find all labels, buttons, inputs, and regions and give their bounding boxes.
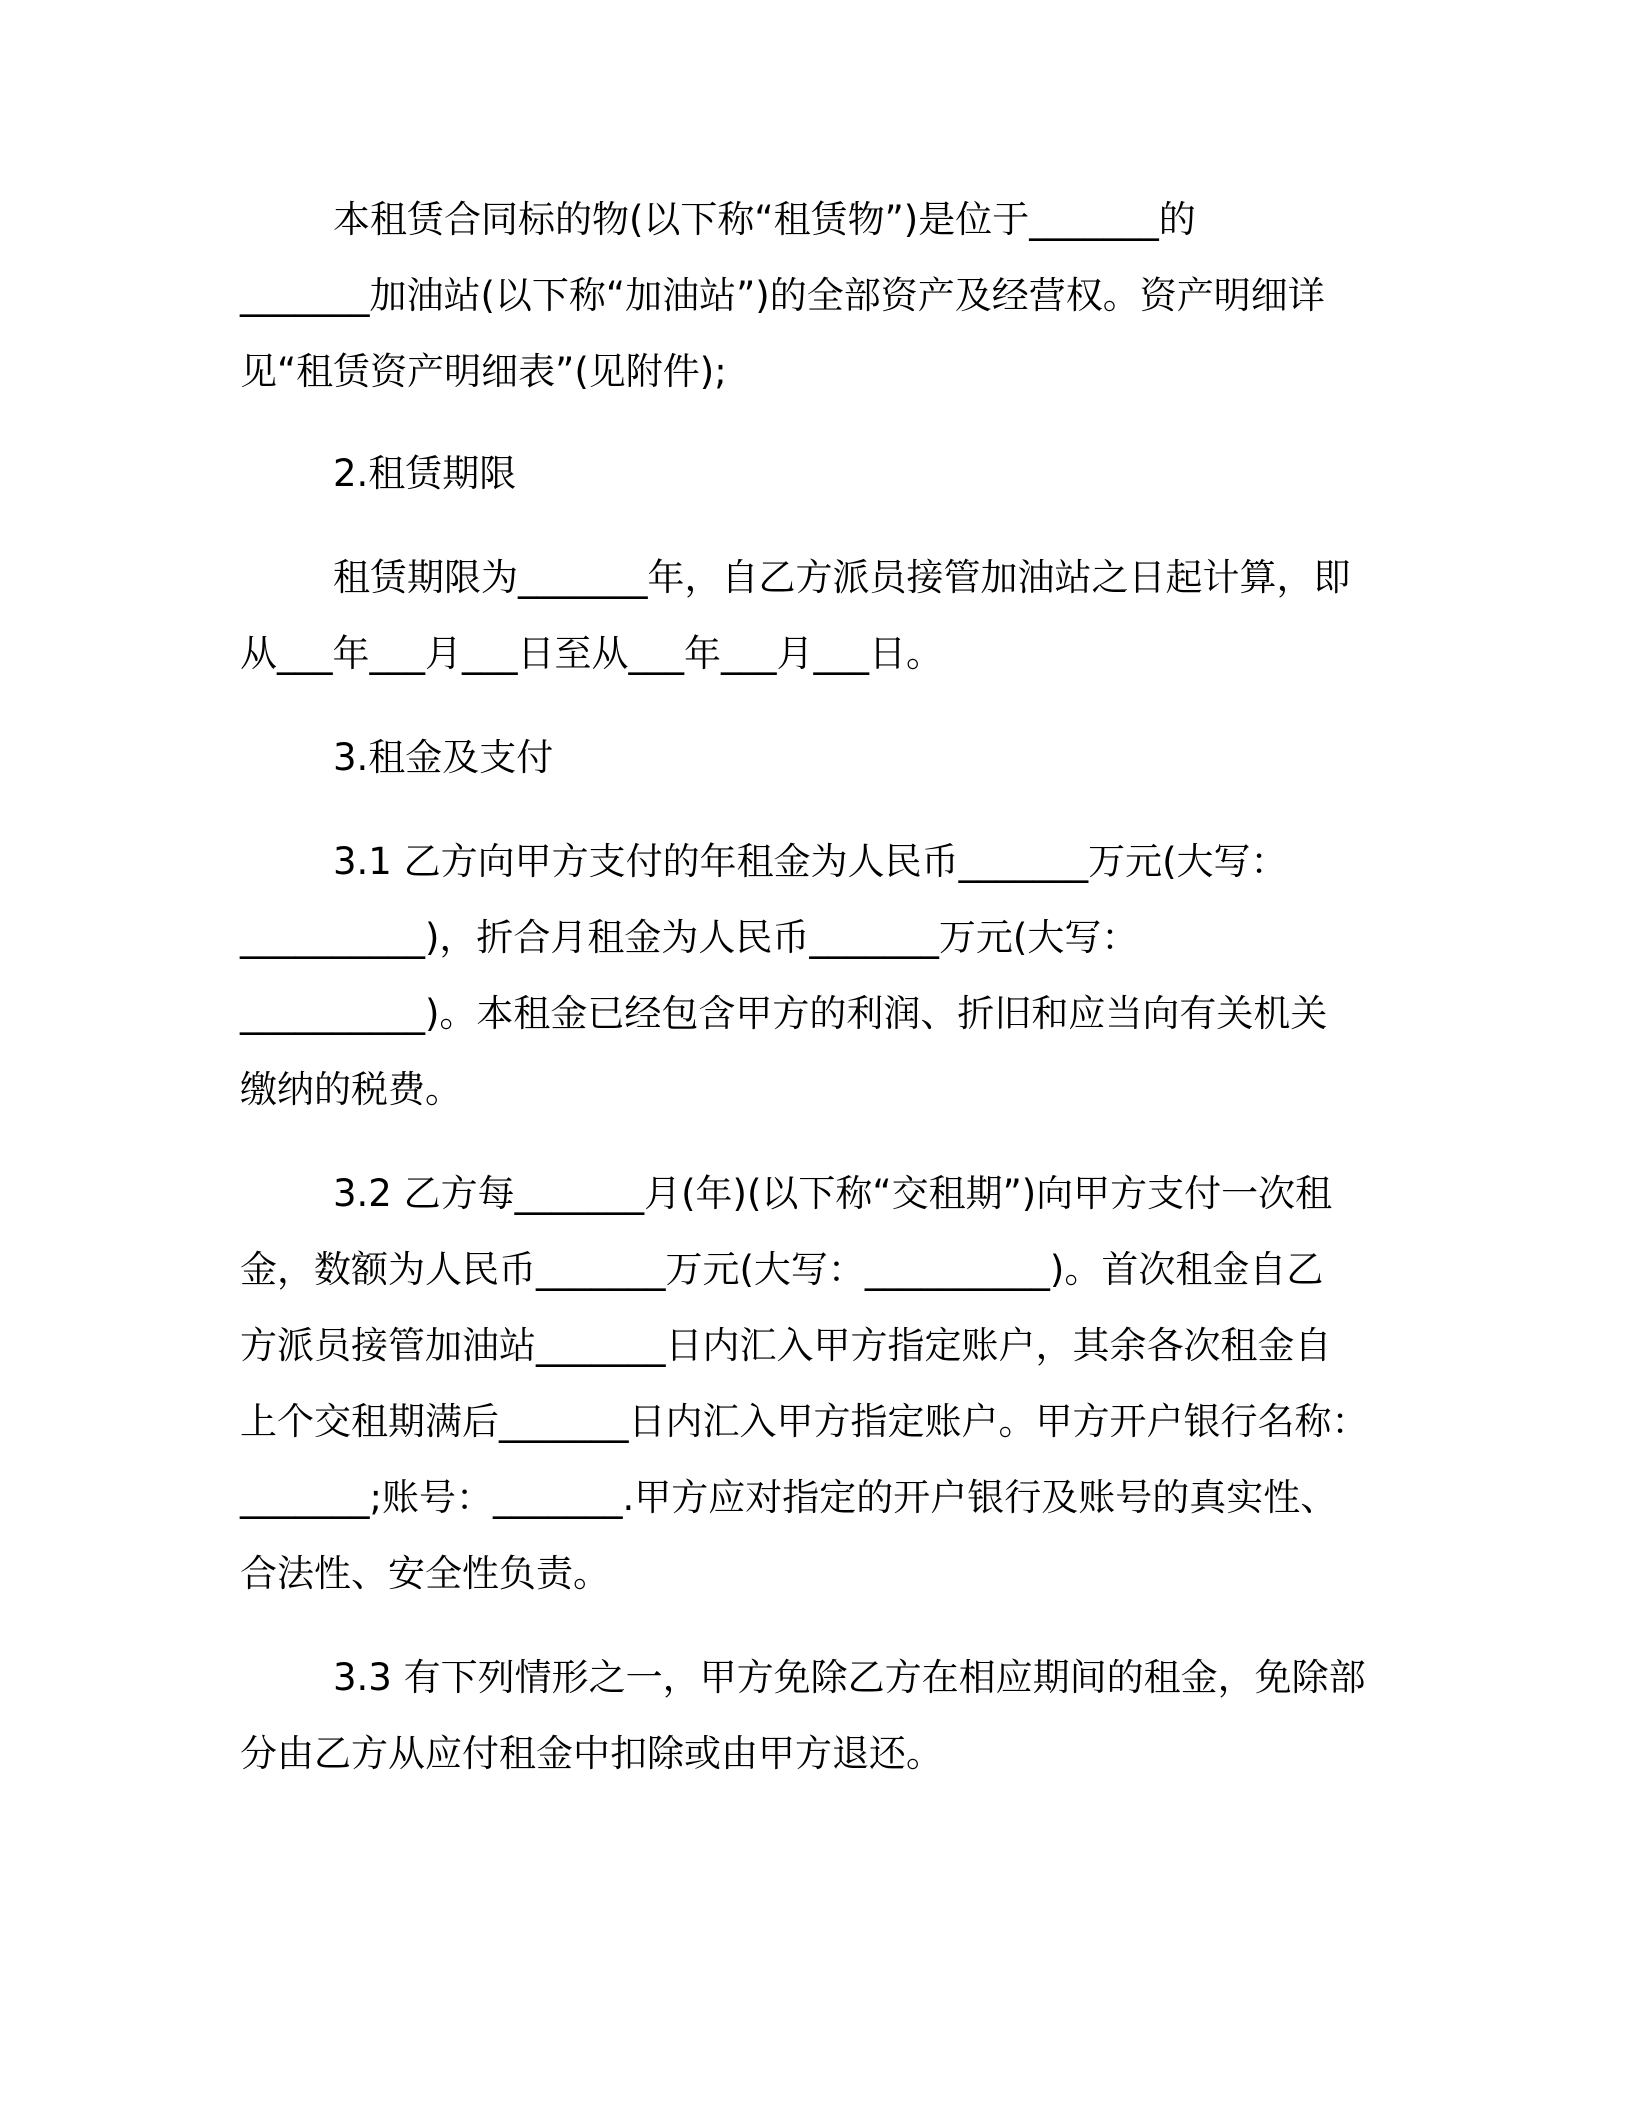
section-heading-rent-payment: 3.租金及支付 [333,736,554,779]
paragraph-3-3-line-2: 分由乙方从应付租金中扣除或由甲方退还。 [240,1732,943,1775]
paragraph-3-1-line-2: __________)，折合月租金为人民币_______万元(大写： [240,916,1139,959]
paragraph-1-line-2: _______加油站(以下称“加油站”)的全部资产及经营权。资产明细详 [240,274,1325,317]
paragraph-3-2-line-6: 合法性、安全性负责。 [240,1552,610,1595]
paragraph-3-2-line-4: 上个交租期满后_______日内汇入甲方指定账户。甲方开户银行名称： [240,1400,1369,1443]
paragraph-3-2-line-2: 金，数额为人民币_______万元(大写：__________)。首次租金自乙 [240,1248,1324,1291]
paragraph-2-line-1: 租赁期限为_______年，自乙方派员接管加油站之日起计算，即 [333,556,1351,599]
paragraph-3-1-line-3: __________)。本租金已经包含甲方的利润、折旧和应当向有关机关 [240,992,1328,1035]
paragraph-3-2-line-1: 3.2 乙方每_______月(年)(以下称“交租期”)向甲方支付一次租 [333,1172,1333,1215]
paragraph-3-2-line-3: 方派员接管加油站_______日内汇入甲方指定账户，其余各次租金自 [240,1324,1332,1367]
paragraph-3-2-line-5: _______;账号：_______.甲方应对指定的开户银行及账号的真实性、 [240,1476,1338,1519]
paragraph-3-1-line-1: 3.1 乙方向甲方支付的年租金为人民币_______万元(大写： [333,840,1288,883]
paragraph-3-1-line-4: 缴纳的税费。 [240,1068,462,1111]
section-heading-lease-term: 2.租赁期限 [333,452,517,495]
paragraph-1-line-3: 见“租赁资产明细表”(见附件); [240,350,727,393]
paragraph-1-line-1: 本租赁合同标的物(以下称“租赁物”)是位于_______的 [333,198,1196,241]
paragraph-3-3-line-1: 3.3 有下列情形之一，甲方免除乙方在相应期间的租金，免除部 [333,1656,1366,1699]
paragraph-2-line-2: 从___年___月___日至从___年___月___日。 [240,632,943,675]
